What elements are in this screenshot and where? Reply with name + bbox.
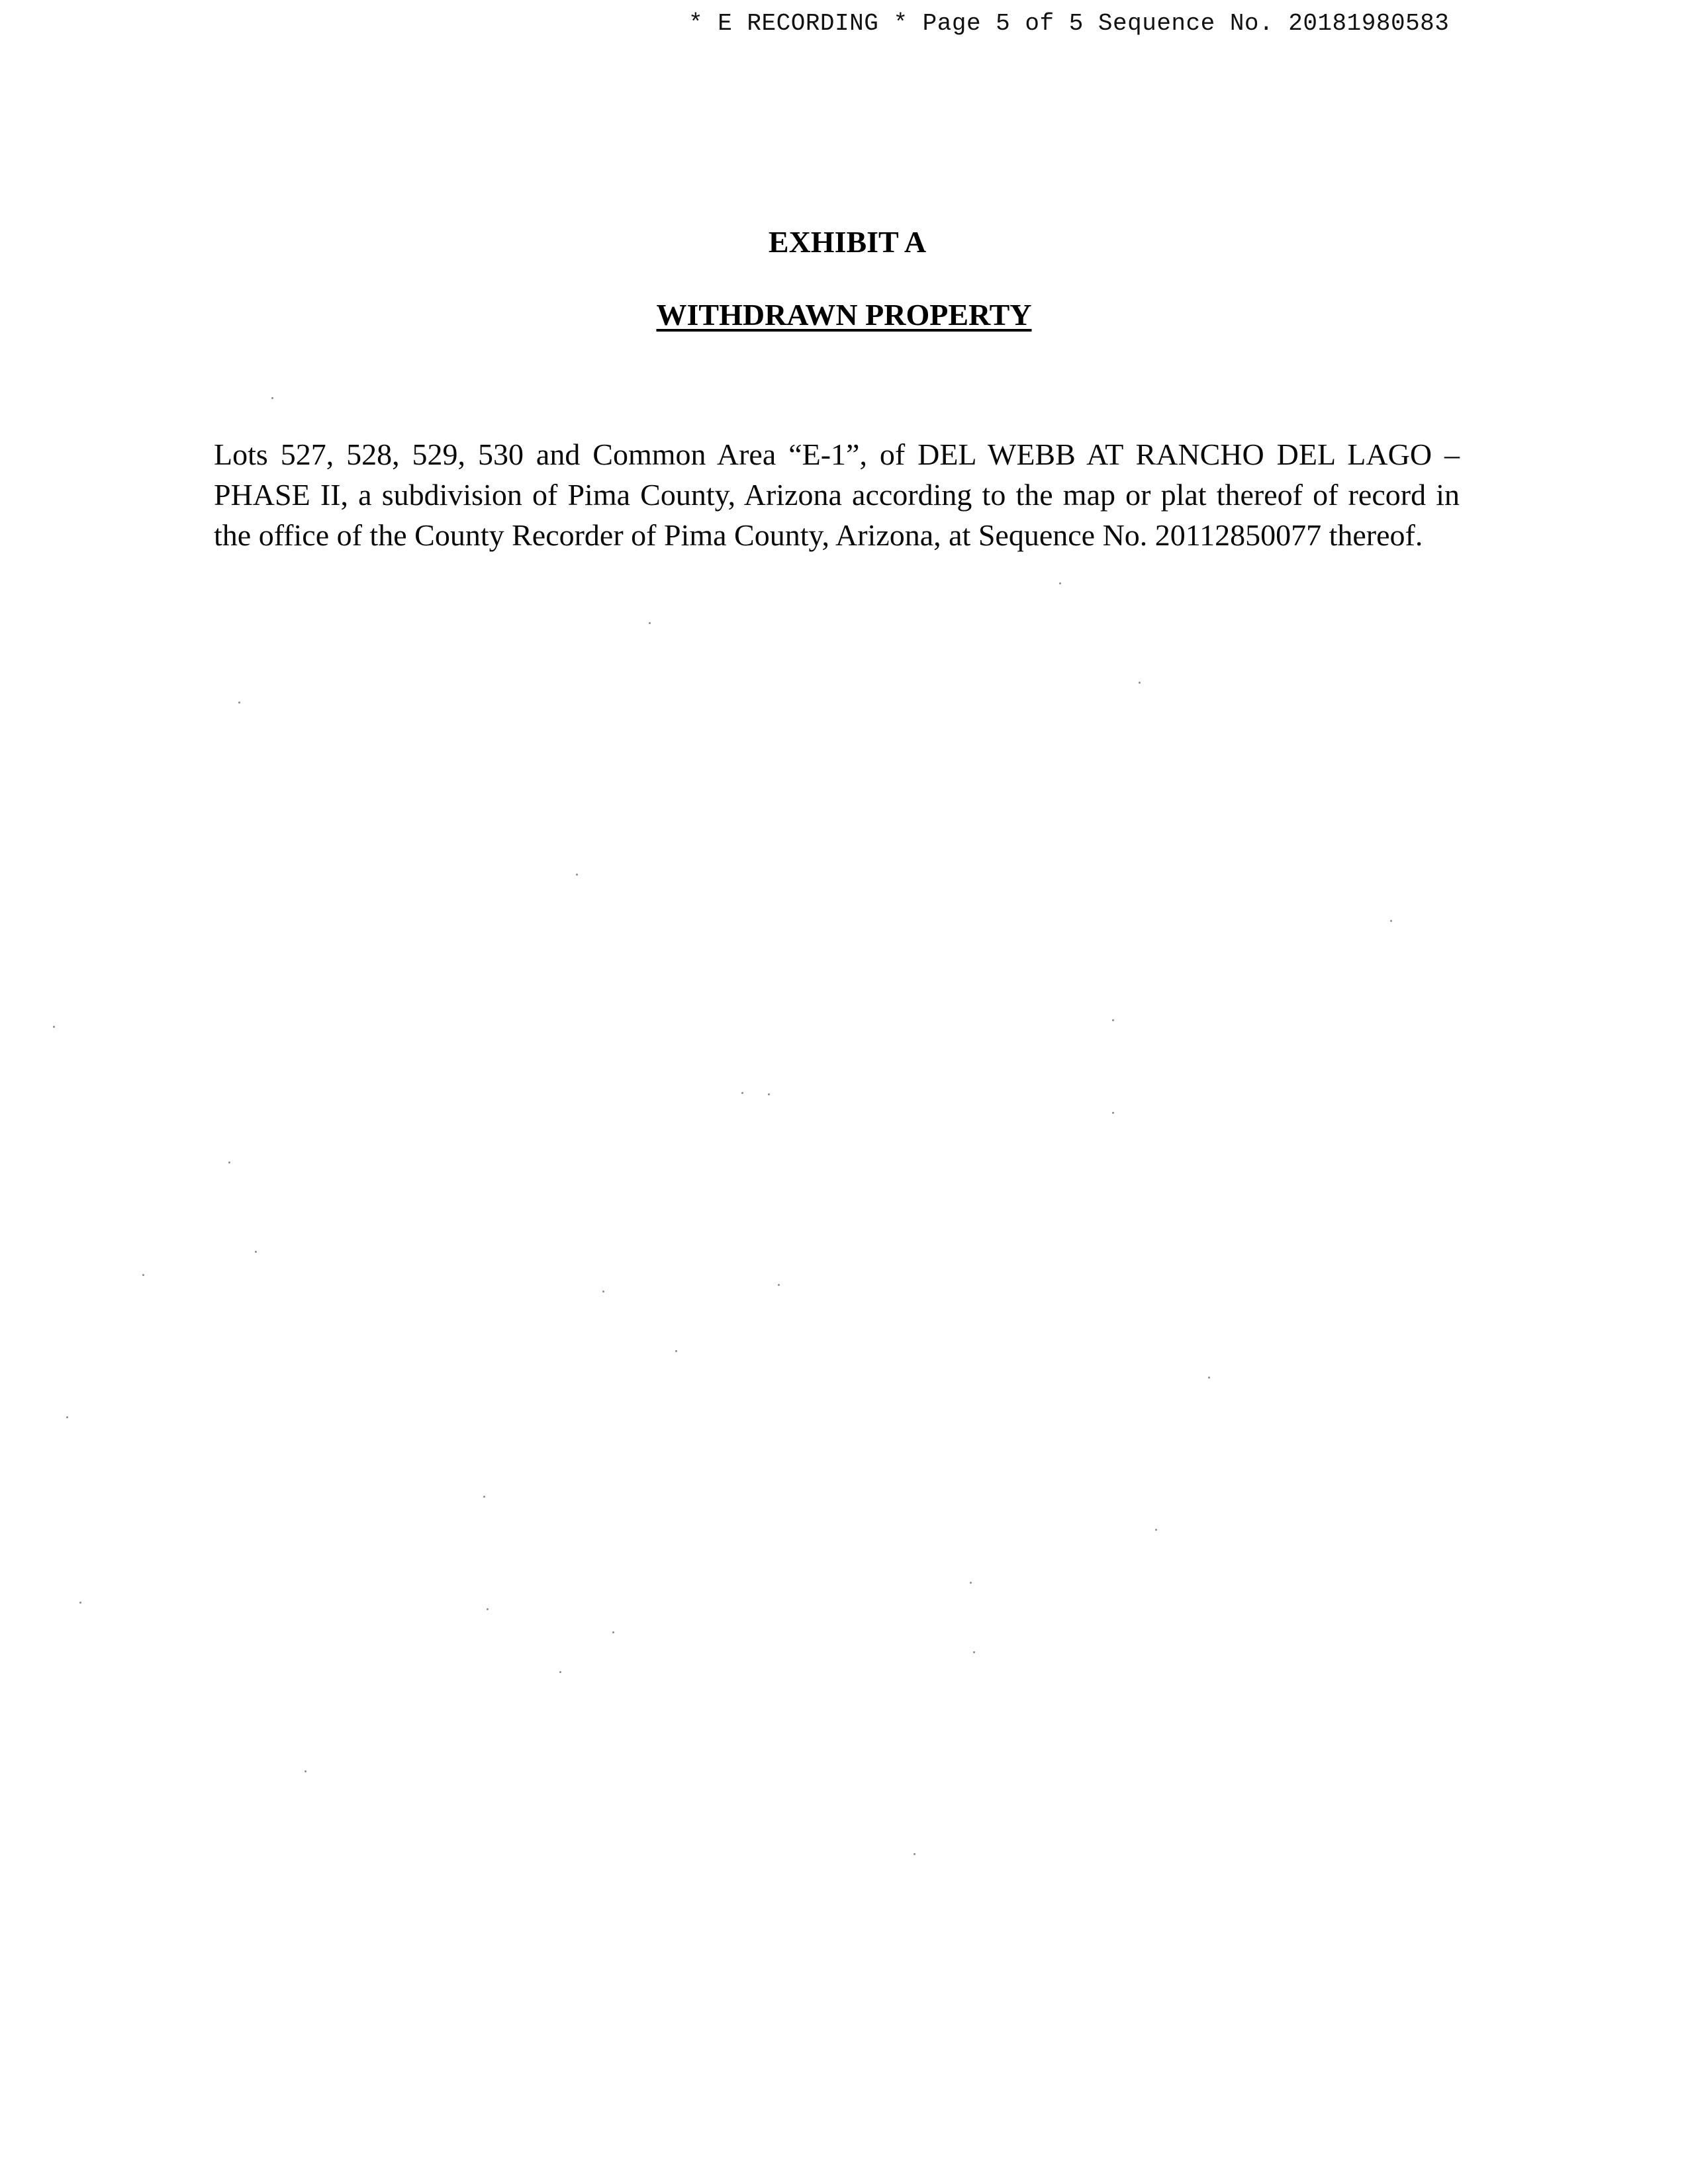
- exhibit-subtitle-text: WITHDRAWN PROPERTY: [656, 298, 1032, 332]
- exhibit-title: EXHIBIT A: [768, 225, 927, 259]
- exhibit-subtitle: [0, 296, 1688, 334]
- legal-description: Lots 527, 528, 529, 530 and Common Area “E-1”, of DEL WEBB AT RANCHO DEL LAGO – PHASE II, a subdivision of Pima County, Arizona according to the map or plat thereof of record in the office of the County Recorder of Pima County, Arizona, at Sequence No. 20112850077 thereof.: [214, 437, 1460, 552]
- recording-header: * E RECORDING * Page 5 of 5 Sequence No. 20181980583: [688, 10, 1450, 37]
